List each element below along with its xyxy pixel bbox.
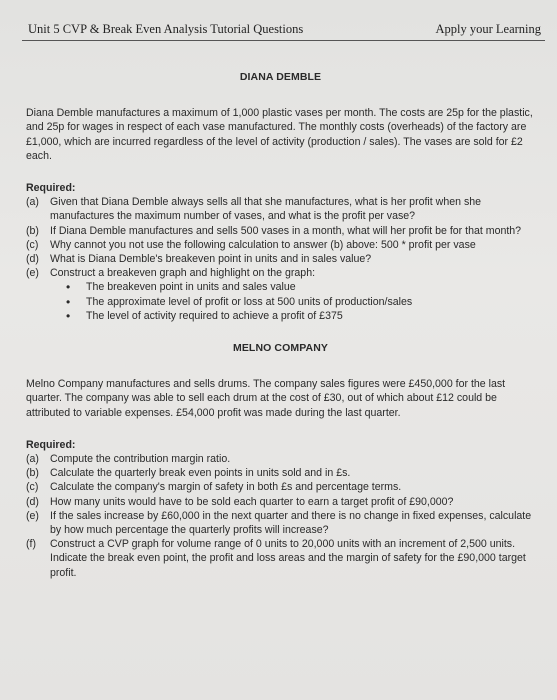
bullet-item: • The approximate level of profit or loss at 500 units of production/sales <box>66 295 535 309</box>
question-label: (a) <box>26 453 39 466</box>
question-text: If Diana Demble manufactures and sells 500 vases in a month, what will her profit be for that month? <box>50 224 522 237</box>
question-text: How many units would have to be sold each quarter to earn a target profit of £90,000? <box>50 495 454 508</box>
question-text: Construct a breakeven graph and highlight on the graph: <box>50 267 316 280</box>
question-label: (d) <box>26 495 39 508</box>
section-title-melno-company: MELNO COMPANY <box>232 342 329 355</box>
header-apply-learning: Apply your Learning <box>435 22 541 36</box>
question-text: Calculate the quarterly break even points in units sold and in £s. <box>50 467 351 480</box>
section1-question-d <box>26 252 535 266</box>
bullet-item: • The level of activity required to achieve a profit of £375 <box>66 309 535 323</box>
section1-question-e <box>26 266 535 280</box>
question-text: What is Diana Demble's breakeven point in units and in sales value? <box>50 253 372 266</box>
question-label: (c) <box>26 481 39 494</box>
section2-question-a <box>26 452 535 466</box>
question-text: Why cannot you not use the following calculation to answer (b) above: 500 * profit per vase <box>50 238 476 251</box>
bullet-item: • The breakeven point in units and sales value <box>66 280 535 294</box>
question-label: (b) <box>26 467 39 480</box>
page-header <box>22 18 545 41</box>
section2-question-d <box>26 495 535 509</box>
section2-question-f <box>26 537 535 580</box>
section1-bullet-list <box>26 280 535 323</box>
section1-question-b <box>26 224 535 238</box>
header-unit-title: Unit 5 CVP & Break Even Analysis Tutorial Questions <box>28 22 304 36</box>
section1-question-a <box>26 195 535 223</box>
section1-required-label: Required: <box>26 182 76 195</box>
question-label: (e) <box>26 267 39 280</box>
section2-question-c <box>26 480 535 494</box>
question-label: (d) <box>26 253 39 266</box>
question-label: (b) <box>26 224 39 237</box>
question-label: (f) <box>26 538 36 551</box>
question-text: Compute the contribution margin ratio. <box>50 453 231 466</box>
document-body <box>26 70 535 580</box>
question-text: Construct a CVP graph for volume range of 0 units to 20,000 units with an increment of 2,500 units. Indicate the break even point, the profit and loss areas and the margin of safety for the £90,000 target profit. <box>50 538 526 579</box>
section1-intro: Diana Demble manufactures a maximum of 1,000 plastic vases per month. The costs are 25p for the plastic, and 25p for wages in respect of each vase manufactured. The monthly costs (overheads) of the factory are £1,000, which are incurred regardless of the level of activity (production / sales). The vases are sold for £2 each. <box>26 107 533 162</box>
section2-question-b <box>26 466 535 480</box>
question-text: If the sales increase by £60,000 in the next quarter and there is no change in fixed expenses, calculate by how much percentage the quarterly profits will increase? <box>50 509 532 537</box>
question-text: Calculate the company's margin of safety in both £s and percentage terms. <box>50 481 402 494</box>
question-label: (a) <box>26 196 39 209</box>
question-label: (e) <box>26 509 39 522</box>
question-label: (c) <box>26 238 39 251</box>
question-text: Given that Diana Demble always sells all that she manufactures, what is her profit when she manufactures the maximum number of vases, and what is the profit per vase? <box>50 196 482 223</box>
section-title-diana-demble: DIANA DEMBLE <box>239 71 322 83</box>
section2-question-e <box>26 509 535 537</box>
section1-question-c <box>26 238 535 252</box>
section2-intro: Melno Company manufactures and sells drums. The company sales figures were £450,000 for the last quarter. The company was able to sell each drum at the cost of £30, out of which about £12 could be attributed to variable expenses. £54,000 profit was made during the last quarter. <box>26 378 506 419</box>
section2-required-label: Required: <box>26 438 76 451</box>
